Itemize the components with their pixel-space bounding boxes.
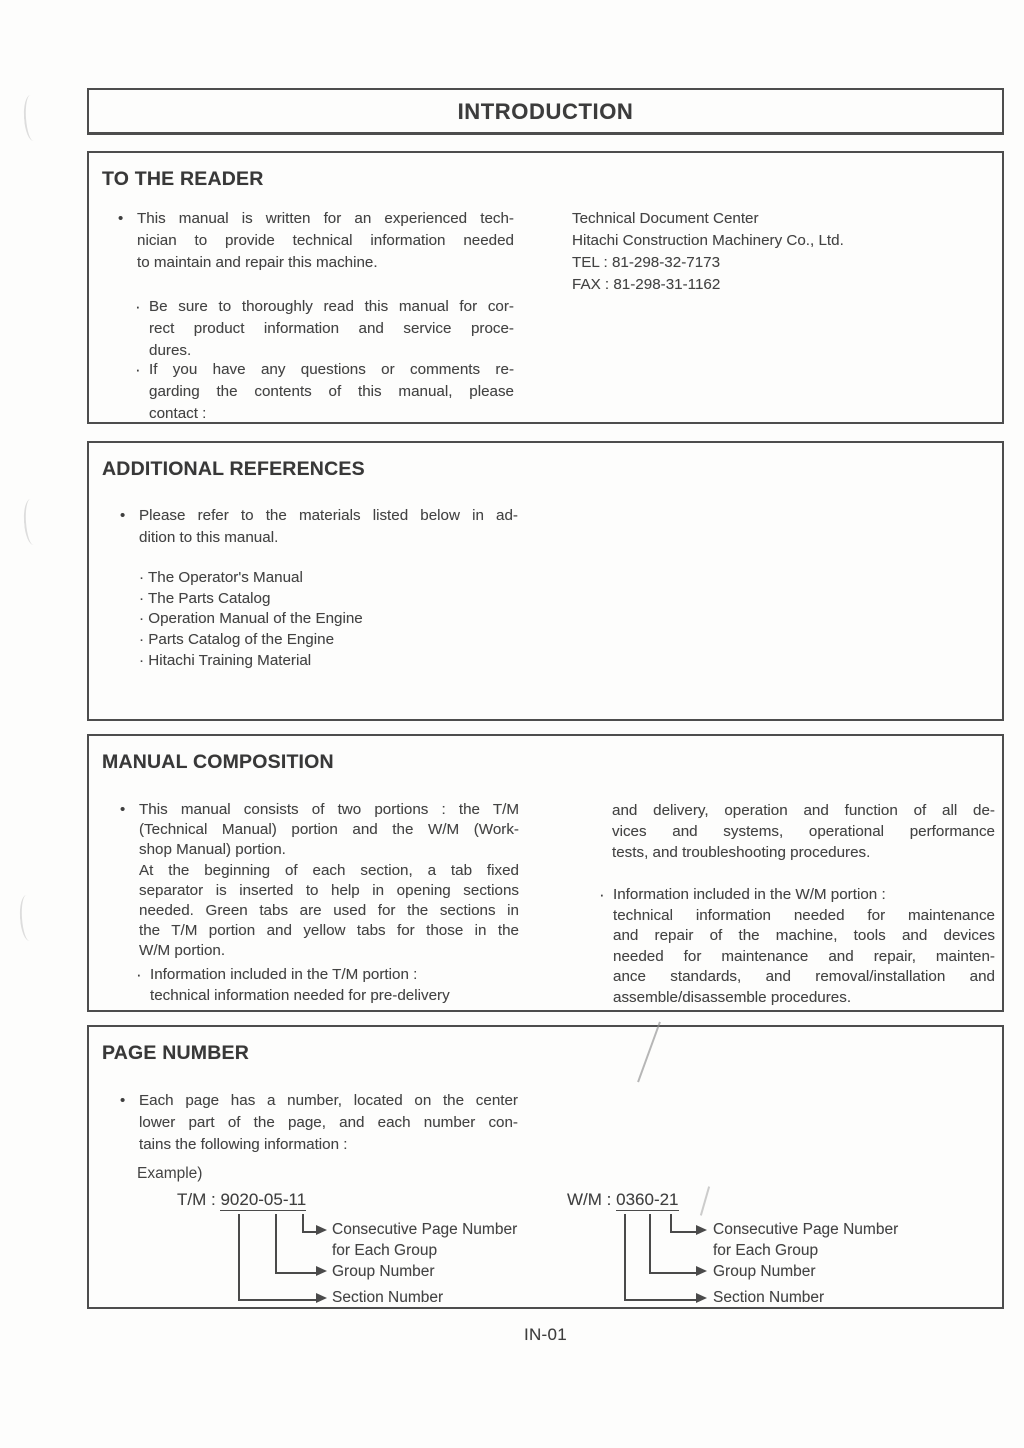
to-the-reader-section	[87, 151, 1004, 424]
bullet-icon: •	[120, 507, 126, 524]
references-main-bullet	[120, 505, 518, 549]
to-the-reader-heading: TO THE READER	[102, 168, 264, 190]
composition-left-bullet	[120, 800, 519, 962]
manual-composition-heading: MANUAL COMPOSITION	[102, 751, 334, 773]
scan-artifact	[18, 894, 37, 941]
tm-prefix: T/M :	[177, 1190, 216, 1209]
wm-group-label: Group Number	[713, 1263, 816, 1280]
composition-right-sub-paragraph: Information included in the W/M portion : technical information needed for maintenance and repair of the machine, tools and devices needed for maintenance and repair, mainten- ance standards, and removal/installation and assemble/disassemble procedures.	[613, 886, 995, 1006]
tm-section-label: Section Number	[332, 1289, 444, 1306]
page-title: INTRODUCTION	[457, 99, 634, 124]
reference-list: · The Operator's Manual · The Parts Catalog · Operation Manual of the Engine · Parts Catalog of the Engine · Hitachi Training Material	[139, 569, 363, 669]
additional-references-heading: ADDITIONAL REFERENCES	[102, 458, 365, 480]
reader-sub-bullet-1	[135, 296, 514, 362]
reader-sub-paragraph-2: If you have any questions or comments re- garding the contents of this manual, please contact :	[149, 361, 514, 422]
bullet-icon: •	[120, 1092, 126, 1109]
reader-sub-bullet-2	[135, 359, 514, 425]
page-number-main-bullet	[120, 1090, 518, 1156]
intro-title-box	[87, 88, 1004, 135]
wm-number: 0360-21	[616, 1190, 679, 1209]
manual-composition-section	[87, 734, 1004, 1012]
page-number-heading: PAGE NUMBER	[102, 1042, 250, 1064]
reader-main-bullet	[118, 208, 514, 274]
arrow-icon	[696, 1225, 707, 1235]
reader-main-paragraph: This manual is written for an experienced tech- nician to provide technical information needed to maintain and repair this machine.	[137, 210, 514, 271]
dot-icon: ·	[136, 965, 142, 984]
arrow-icon	[696, 1266, 707, 1276]
composition-left-paragraphs: This manual consists of two portions : the T/M (Technical Manual) portion and the W/M (Work- shop Manual) portion. At the beginning of each section, a tab fixed separator is inserted to help in opening sections needed. Green tabs are used for the sections in the T/M portion and yellow tabs for those in the W/M portion.	[139, 801, 519, 960]
tm-group-label: Group Number	[332, 1263, 435, 1280]
tm-example-code	[177, 1190, 306, 1210]
arrow-icon	[696, 1293, 707, 1303]
tm-consecutive-label: Consecutive Page Number for Each Group	[332, 1221, 518, 1259]
dot-icon: ·	[599, 885, 605, 904]
contact-block: Technical Document Center Hitachi Construction Machinery Co., Ltd. TEL : 81-298-32-7173 FAX : 81-298-31-1162	[572, 210, 844, 293]
arrow-icon	[316, 1266, 327, 1276]
dot-icon: ·	[135, 360, 141, 379]
composition-left-sub-bullet	[136, 964, 512, 1006]
bullet-icon: •	[120, 801, 126, 818]
page-number-main-paragraph: Each page has a number, located on the center lower part of the page, and each number con- tains the following information :	[139, 1092, 518, 1153]
wm-example-code	[567, 1190, 679, 1210]
example-label: Example)	[137, 1165, 203, 1182]
arrow-icon	[316, 1225, 327, 1235]
scan-artifact	[22, 498, 41, 545]
bullet-icon: •	[118, 210, 124, 227]
wm-consecutive-label: Consecutive Page Number for Each Group	[713, 1221, 899, 1259]
tm-number: 9020-05-11	[220, 1190, 307, 1209]
connector-line-page	[670, 1214, 699, 1233]
arrow-icon	[316, 1293, 327, 1303]
wm-prefix: W/M :	[567, 1190, 612, 1209]
page-number-section	[87, 1025, 1004, 1309]
scan-artifact	[22, 94, 41, 141]
reader-sub-paragraph-1: Be sure to thoroughly read this manual for cor- rect product information and service proce- dures.	[149, 298, 514, 359]
additional-references-section	[87, 441, 1004, 721]
wm-section-label: Section Number	[713, 1289, 825, 1306]
references-main-paragraph: Please refer to the materials listed below in ad- dition to this manual.	[139, 507, 518, 546]
dot-icon: ·	[135, 297, 141, 316]
composition-right-paragraph: and delivery, operation and function of all de- vices and systems, operational performance tests, and troubleshooting procedures.	[612, 802, 995, 861]
composition-left-sub-paragraph: Information included in the T/M portion : technical information needed for pre-delivery	[150, 966, 450, 1004]
page-number-footer: IN-01	[523, 1325, 568, 1344]
composition-right-sub-bullet	[599, 885, 995, 1008]
